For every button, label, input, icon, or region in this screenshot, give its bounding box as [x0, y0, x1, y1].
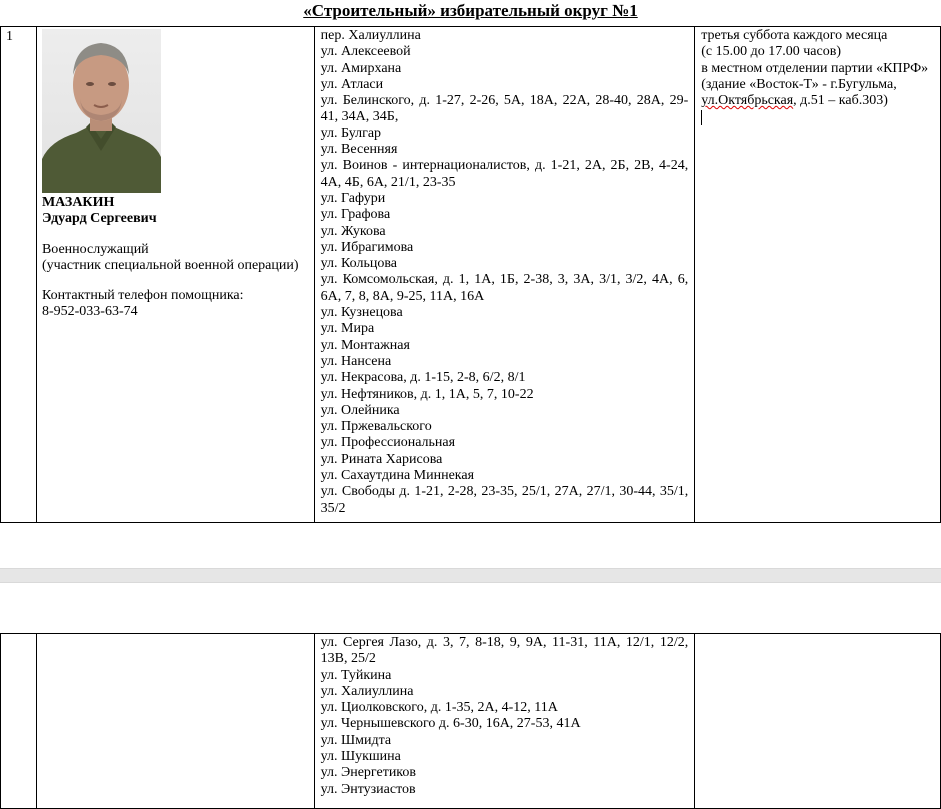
street-item: ул. Чернышевского д. 6-30, 16А, 27-53, 41А — [320, 716, 581, 732]
phone-label: Контактный телефон помощника: — [41, 288, 244, 304]
candidate-cell — [36, 27, 314, 523]
street-item: ул. Жукова — [320, 223, 386, 239]
page-break-gap — [0, 568, 941, 583]
street-item: ул. Воинов - интернационалистов, д. 1-21, 2А, 2Б, 2В, 4-24, 4А, 4Б, 6А, 21/1, 23-35 — [320, 158, 689, 190]
schedule-line: (с 15.00 до 17.00 часов) — [701, 44, 841, 60]
streets-cell — [314, 634, 695, 809]
street-item: пер. Халиуллина — [320, 28, 421, 43]
street-item: ул. Пржевальского — [320, 419, 432, 435]
candidate-surname: МАЗАКИН — [41, 195, 115, 210]
street-item: ул. Кольцова — [320, 256, 398, 272]
street-item: ул. Графова — [320, 207, 391, 223]
street-item: ул. Рината Харисова — [320, 451, 443, 467]
heading-row — [0, 0, 941, 27]
row-number: 1 — [1, 27, 37, 523]
street-item: ул. Монтажная — [320, 337, 410, 353]
street-item: ул. Сергея Лазо, д. 3, 7, 8-18, 9, 9А, 11-31, 11А, 12/1, 12/2, 13В, 25/2 — [320, 635, 689, 667]
street-item: ул. Ибрагимова — [320, 239, 414, 255]
street-item: ул. Некрасова, д. 1-15, 2-8, 6/2, 8/1 — [320, 370, 526, 386]
street-item: ул. Шмидта — [320, 732, 392, 748]
street-item: ул. Профессиональная — [320, 435, 456, 451]
document-page-2 — [0, 583, 941, 802]
street-item: ул. Халиуллина — [320, 683, 414, 699]
table-row — [1, 27, 941, 523]
schedule-line: (здание «Восток-Т» - г.Бугульма, — [701, 76, 897, 92]
schedule-cell — [695, 27, 941, 523]
street-item: ул. Циолковского, д. 1-35, 2А, 4-12, 11А — [320, 700, 558, 716]
schedule-line: третья суббота каждого месяца — [701, 28, 888, 43]
street-item: ул. Шукшина — [320, 749, 401, 765]
street-item: ул. Энтузиастов — [320, 781, 416, 797]
table-row — [1, 634, 941, 809]
row-number-empty — [1, 634, 37, 809]
phone-number: 8-952-033-63-74 — [41, 304, 138, 320]
street-item: ул. Гафури — [320, 190, 386, 206]
candidate-cell-empty — [36, 634, 314, 809]
street-item: ул. Свободы д. 1-21, 2-28, 23-35, 25/1, 27А, 27/1, 30-44, 35/1, 35/2 — [320, 484, 689, 516]
text-cursor-line[interactable] — [701, 109, 934, 125]
street-item: ул. Комсомольская, д. 1, 1А, 1Б, 2-38, 3, 3А, 3/1, 3/2, 4А, 6, 6А, 7, 8, 8А, 9-25, 11А, 16А — [320, 272, 689, 304]
street-item: ул. Энергетиков — [320, 765, 417, 781]
streets-cell — [314, 27, 695, 523]
street-item: ул. Олейника — [320, 402, 400, 418]
street-item: ул. Белинского, д. 1-27, 2-26, 5А, 18А, 22А, 28-40, 28А, 29-41, 34А, 34Б, — [320, 93, 689, 125]
street-item: ул. Булгар — [320, 125, 382, 141]
street-item: ул. Туйкина — [320, 667, 392, 683]
schedule-cell-empty — [695, 634, 941, 809]
schedule-line: ул.Октябрьская, д.51 – каб.303) — [701, 93, 888, 109]
candidate-table — [0, 26, 941, 523]
district-heading: «Строительный» избирательный округ №1 — [303, 1, 638, 20]
candidate-occupation-note: (участник специальной военной операции) — [41, 257, 299, 273]
street-item: ул. Весенняя — [320, 142, 398, 158]
street-item: ул. Мира — [320, 321, 375, 337]
street-item: ул. Сахаутдина Миннекая — [320, 468, 475, 484]
schedule-line: в местном отделении партии «КПРФ» — [701, 60, 929, 76]
street-item: ул. Амирхана — [320, 60, 402, 76]
street-item: ул. Алексеевой — [320, 44, 411, 60]
candidate-table-continued — [0, 633, 941, 809]
candidate-photo — [42, 29, 161, 193]
text-cursor — [701, 110, 702, 125]
spellcheck-word: ул.Октябрьская — [701, 93, 794, 109]
candidate-name: Эдуард Сергеевич — [41, 211, 157, 227]
candidate-occupation: Военнослужащий — [41, 241, 149, 257]
street-item: ул. Атласи — [320, 76, 384, 92]
street-item: ул. Нансена — [320, 353, 392, 369]
street-item: ул. Нефтяников, д. 1, 1А, 5, 7, 10-22 — [320, 386, 534, 402]
street-item: ул. Кузнецова — [320, 305, 403, 321]
